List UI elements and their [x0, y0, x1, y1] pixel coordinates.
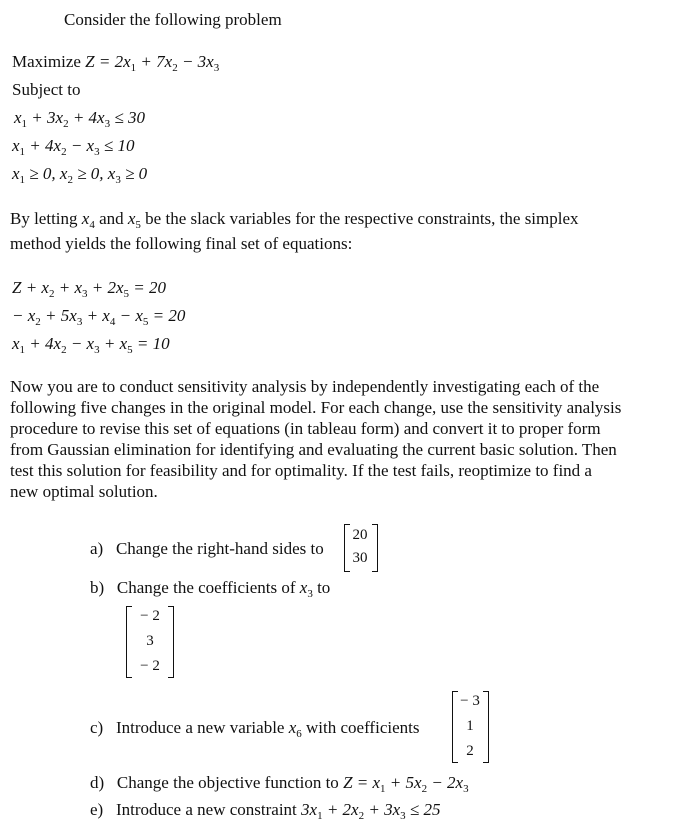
part-c-label: c) — [90, 718, 104, 737]
part-c-variable: $x_6$ — [288, 718, 302, 740]
final-equation-3: $x_1 + 4x_2 - x_3 + x_5 = 10$ — [12, 334, 170, 356]
nonnegativity-constraint: $x_1 \ge 0$, $x_2 \ge 0$, $x_3 \ge 0$ — [12, 164, 148, 186]
part-b-text: Change the coefficients of — [116, 578, 296, 597]
part-a-vector-entry: 30 — [352, 550, 368, 566]
part-c-vector-entry: 2 — [466, 743, 474, 759]
part-a — [90, 539, 324, 559]
part-b — [90, 578, 330, 598]
intro-text: Consider the following problem — [64, 10, 282, 29]
slack-paragraph-line2: method yields the following final set of equations: — [10, 234, 353, 253]
part-b-variable: $x_3$ — [299, 578, 313, 600]
part-e-expression: $3x_1 + 2x_2 + 3x_3 \le 25$ — [301, 800, 441, 822]
part-c-text-b: with coefficients — [306, 718, 420, 737]
part-b-vector-entry: 3 — [146, 633, 154, 649]
part-b-vector-entry: − 2 — [140, 658, 160, 674]
part-b-suffix: to — [317, 578, 331, 597]
part-b-label: b) — [90, 578, 105, 597]
instruction-line-2: following five changes in the original model. For each change, use the sensitivity analysis — [10, 398, 622, 417]
part-a-text: Change the right-hand sides to — [115, 539, 324, 558]
subject-to-label: Subject to — [12, 80, 81, 99]
part-a-vector-entry: 20 — [352, 527, 368, 543]
objective-expression: $Z = 2x_1 + 7x_2 - 3x_3$ — [85, 52, 220, 74]
final-equation-2: − $x_2 + 5x_3 + x_4 - x_5 = 20$ — [12, 306, 186, 328]
constraint-1: $x_1 + 3x_2 + 4x_3 \le 30$ — [14, 108, 145, 130]
instruction-line-5: test this solution for feasibility and for optimality. If the test fails, reoptimize to find a — [10, 461, 592, 480]
constraint-2: $x_1 + 4x_2 - x_3 \le 10$ — [12, 136, 135, 158]
slack-paragraph-line1: By letting $x_4$ and $x_5$ be the slack variables for the respective constraints, the simplex — [10, 209, 579, 231]
maximize-label: Maximize — [12, 52, 81, 71]
part-d-text: Change the objective function to — [116, 773, 339, 792]
instruction-line-3: procedure to revise this set of equations (in tableau form) and convert it to proper form — [10, 419, 601, 438]
part-b-vector-entry: − 2 — [140, 608, 160, 624]
part-e-label: e) — [90, 800, 104, 819]
part-e-text: Introduce a new constraint — [115, 800, 297, 819]
instruction-line-1: Now you are to conduct sensitivity analysis by independently investigating each of the — [10, 377, 600, 396]
part-a-label: a) — [90, 539, 104, 558]
instruction-line-4: from Gaussian elimination for identifying and evaluating the current basic solution. Then — [10, 440, 617, 459]
part-c-vector-entry: 1 — [466, 718, 474, 734]
part-c — [90, 718, 419, 738]
part-d — [90, 773, 469, 793]
part-c-vector-entry: − 3 — [460, 693, 480, 709]
part-e — [90, 800, 440, 820]
objective-line — [12, 52, 219, 72]
part-d-expression: $Z = x_1 + 5x_2 - 2x_3$ — [343, 773, 469, 795]
final-equation-1: $Z + x_2 + x_3 + 2x_5 = 20$ — [12, 278, 167, 300]
part-d-label: d) — [90, 773, 105, 792]
instruction-line-6: new optimal solution. — [10, 482, 158, 501]
part-c-text-a: Introduce a new variable — [115, 718, 285, 737]
